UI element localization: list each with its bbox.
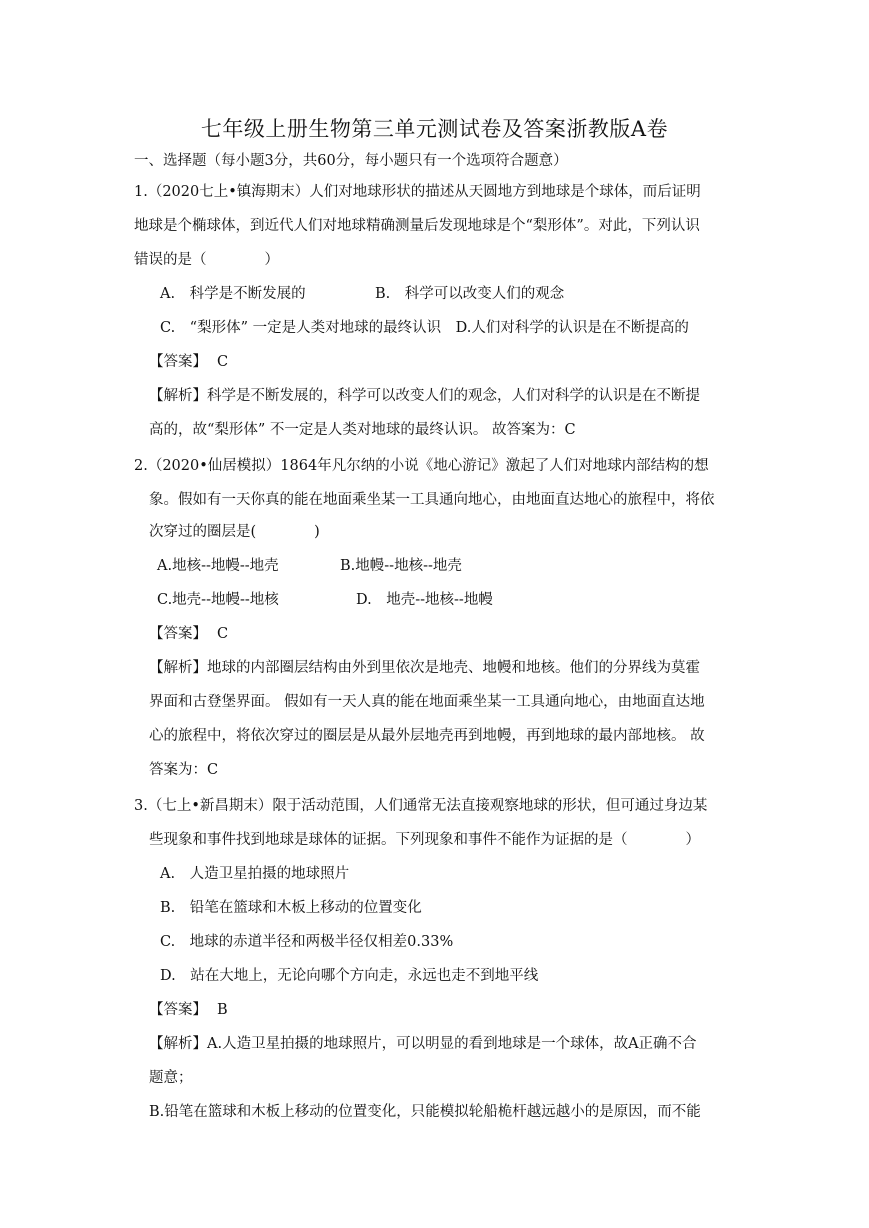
question-1-line-3: 错误的是（ ） (134, 252, 279, 268)
question-2-analysis-line-4: 答案为：C (149, 762, 219, 778)
question-2-analysis-line-1: 【解析】地球的内部圈层结构由外到里依次是地壳、地幔和地核。他们的分界线为莫霍 (149, 660, 700, 676)
question-3-line-2: 些现象和事件找到地球是球体的证据。下列现象和事件不能作为证据的是（ ） (149, 832, 700, 848)
question-1-analysis-line-1: 【解析】科学是不断发展的，科学可以改变人们的观念，人们对科学的认识是在不断提 (149, 388, 700, 404)
question-2-option-c: C.地壳--地幔--地核 (157, 592, 279, 608)
question-2-answer (149, 624, 228, 644)
question-1-line-2: 地球是个椭球体，到近代人们对地球精确测量后发现地球是个“梨形体”。对此，下列认识 (134, 218, 700, 234)
question-3-option-a: A. 人造卫星拍摄的地球照片 (160, 866, 350, 882)
question-2-option-b: B.地幔--地核--地壳 (340, 558, 462, 574)
question-1-analysis-line-2: 高的，故“梨形体” 不一定是人类对地球的最终认识。 故答案为：C (149, 422, 576, 438)
question-2-analysis-line-2: 界面和古登堡界面。 假如有一天人真的能在地面乘坐某一工具通向地心，由地面直达地 (149, 694, 705, 710)
question-1-option-a: A. 科学是不断发展的 (160, 286, 306, 302)
question-3-option-c: C. 地球的赤道半径和两极半径仅相差0.33% (160, 934, 454, 950)
question-2-line-2: 象。假如有一天你真的能在地面乘坐某一工具通向地心，由地面直达地心的旅程中，将依 (149, 492, 715, 508)
question-2-line-1: 2.（2020•仙居模拟）1864年凡尔纳的小说《地心游记》激起了人们对地球内部结构的想 (134, 458, 709, 474)
answer-label: 【答案】 (149, 1002, 207, 1018)
question-3-analysis-line-2: 题意； (149, 1070, 193, 1086)
question-1-option-cd: C. “梨形体” 一定是人类对地球的最终认识 D.人们对科学的认识是在不断提高的 (160, 320, 689, 336)
document-title: 七年级上册生物第三单元测试卷及答案浙教版A卷 (200, 117, 669, 141)
answer-label: 【答案】 (149, 626, 207, 642)
question-3-option-d: D. 站在大地上，无论向哪个方向走，永远也走不到地平线 (160, 968, 539, 984)
answer-value: C (217, 626, 229, 642)
question-3-analysis-line-3: B.铅笔在篮球和木板上移动的位置变化，只能模拟轮船桅杆越远越小的是原因，而不能 (149, 1104, 701, 1120)
question-3-line-1: 3.（七上•新昌期末）限于活动范围，人们通常无法直接观察地球的形状，但可通过身边某 (134, 798, 708, 814)
question-1-option-b: B. 科学可以改变人们的观念 (375, 286, 565, 302)
question-3-answer (149, 1000, 228, 1020)
section-heading: 一、选择题（每小题3分，共60分，每小题只有一个选项符合题意） (134, 153, 568, 169)
answer-value: C (217, 354, 229, 370)
question-3-analysis-line-1: 【解析】A.人造卫星拍摄的地球照片，可以明显的看到地球是一个球体，故A正确不合 (149, 1036, 697, 1052)
question-2-option-d: D. 地壳--地核--地幔 (356, 592, 493, 608)
question-1-line-1: 1.（2020七上•镇海期末）人们对地球形状的描述从天圆地方到地球是个球体，而后证明 (134, 184, 701, 200)
question-2-option-a: A.地核--地幔--地壳 (157, 558, 279, 574)
question-3-option-b: B. 铅笔在篮球和木板上移动的位置变化 (160, 900, 422, 916)
question-2-line-3: 次穿过的圈层是( ) (149, 524, 320, 540)
question-1-answer (149, 352, 228, 372)
question-2-analysis-line-3: 心的旅程中，将依次穿过的圈层是从最外层地壳再到地幔，再到地球的最内部地核。 故 (149, 728, 705, 744)
answer-value: B (217, 1002, 228, 1018)
answer-label: 【答案】 (149, 354, 207, 370)
